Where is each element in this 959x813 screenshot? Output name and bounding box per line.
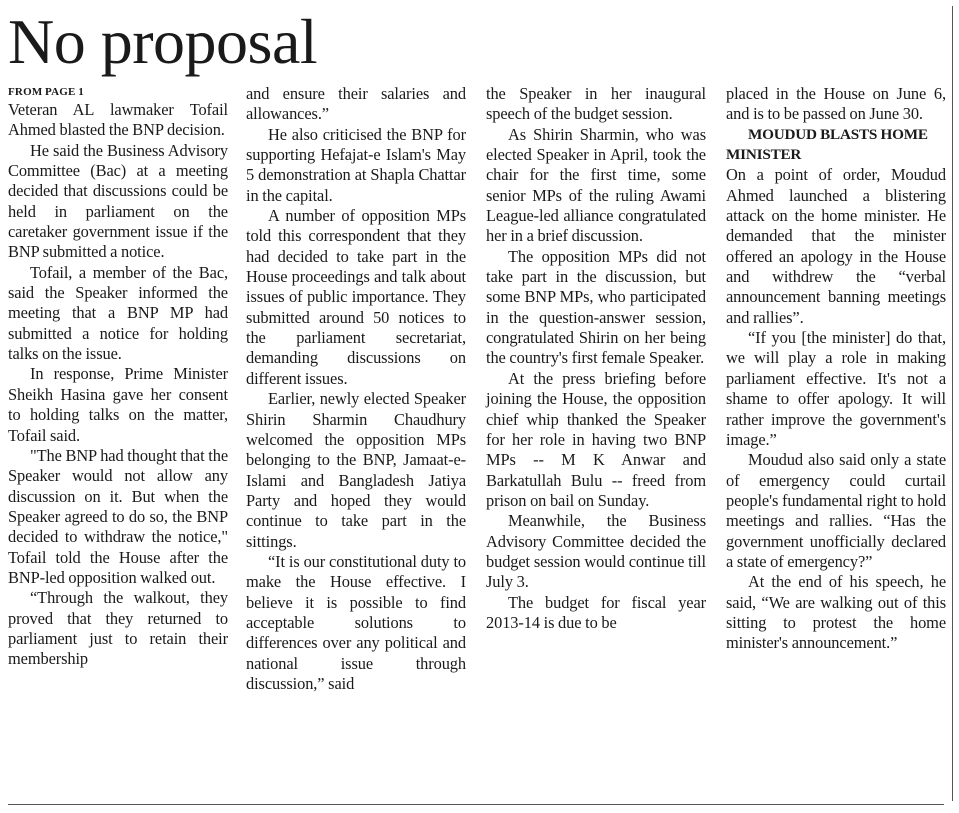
paragraph: “It is our constitutional duty to make the House effective. I believe it is possible to find acceptable solutions to differences over any political and national issue through discussion,” said (246, 551, 466, 693)
paragraph: On a point of order, Moudud Ahmed launched a blistering attack on the home minister. He demanded that the minister offered an apology in the House and withdrew the “verbal announcement banning meetings and rallies”. (726, 165, 946, 327)
paragraph: A number of opposition MPs told this correspondent that they had decided to take part in the House proceedings and talk about issues of public importance. They submitted around 50 notices to the parliament secretariat, demanding discussions on different issues. (246, 206, 466, 388)
article-column-1 (8, 84, 228, 670)
paragraph: Veteran AL lawmaker Tofail Ahmed blasted the BNP decision. (8, 100, 228, 140)
paragraph: placed in the House on June 6, and is to be passed on June 30. (726, 84, 946, 124)
paragraph: Moudud also said only a state of emergency could curtail people's fundamental right to hold meetings and rallies. “Has the government unofficially declared a state of emergency?” (726, 450, 946, 571)
bottom-rule (8, 804, 944, 805)
article-headline: No proposal (8, 6, 318, 77)
paragraph: In response, Prime Minister Sheikh Hasina gave her consent to holding talks on the matter, Tofail said. (8, 364, 228, 445)
paragraph: The opposition MPs did not take part in the discussion, but some BNP MPs, who participated in the question-answer session, congratulated Shirin on her being the country's first female Speaker. (486, 246, 706, 368)
paragraph: Earlier, newly elected Speaker Shirin Sharmin Chaudhury welcomed the opposition MPs belonging to the BNP, Jamaat-e-Islami and Bangladesh Jatiya Party and hoped they would continue to take part in the sittings. (246, 389, 466, 551)
paragraph: As Shirin Sharmin, who was elected Speaker in April, took the chair for the first time, some senior MPs of the ruling Awami League-led alliance congratulated her in a brief discussion. (486, 124, 706, 246)
paragraph: and ensure their salaries and allowances.” (246, 84, 466, 124)
paragraph: At the end of his speech, he said, “We are walking out of this sitting to protest the home minister's announcement.” (726, 572, 946, 653)
paragraph: “If you [the minister] do that, we will play a role in making parliament effective. It's not a shame to offer apology. It will rather improve the government's image.” (726, 328, 946, 449)
paragraph: He also criticised the BNP for supporting Hefajat-e Islam's May 5 demonstration at Shapla Chattar in the capital. (246, 124, 466, 205)
article-column-2 (246, 84, 466, 694)
article-column-3 (486, 84, 706, 633)
article-column-4 (726, 84, 946, 654)
article-kicker: FROM PAGE 1 (8, 86, 84, 98)
column-rule-right (952, 6, 953, 801)
paragraph: Tofail, a member of the Bac, said the Speaker informed the meeting that a BNP MP had submitted a notice for holding talks on the issue. (8, 262, 228, 364)
paragraph: "The BNP had thought that the Speaker would not allow any discussion on it. But when the Speaker agreed to do so, the BNP decided to withdraw the notice," Tofail told the House after the BNP-led opposition walked out. (8, 445, 228, 587)
subhead: MOUDUD BLASTS HOME MINISTER (726, 125, 928, 164)
paragraph: “Through the walkout, they proved that they returned to parliament just to retain their membership (8, 588, 228, 669)
paragraph: He said the Business Advisory Committee (Bac) at a meeting decided that discussions could be held in parliament on the caretaker government issue if the BNP submitted a notice. (8, 140, 228, 262)
paragraph: Meanwhile, the Business Advisory Committee decided the budget session would continue till July 3. (486, 511, 706, 592)
paragraph: The budget for fiscal year 2013-14 is due to be (486, 592, 706, 632)
paragraph: the Speaker in her inaugural speech of the budget session. (486, 84, 706, 124)
paragraph: At the press briefing before joining the House, the opposition chief whip thanked the Speaker for her role in having two BNP MPs -- M K Anwar and Barkatullah Bulu -- freed from prison on bail on Sunday. (486, 368, 706, 510)
